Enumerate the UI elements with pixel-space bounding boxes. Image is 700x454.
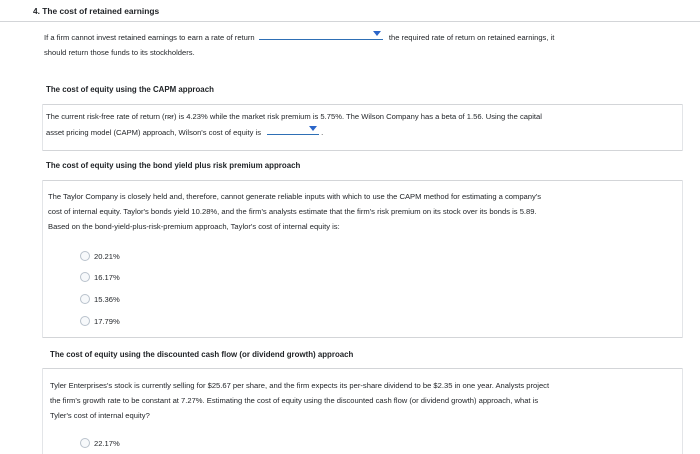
capm-heading: The cost of equity using the CAPM approach [46,85,214,94]
radio-button[interactable] [80,294,90,304]
dcf-divider [42,368,682,369]
bond-line3: Based on the bond-yield-plus-risk-premium approach, Taylor's cost of internal equity is: [48,222,340,231]
chevron-down-icon [309,126,317,131]
bond-option-2[interactable] [80,272,120,282]
radio-button[interactable] [80,316,90,326]
wilson-cost-of-equity-dropdown[interactable] [267,124,319,135]
intro-before: If a firm cannot invest retained earnings to earn a rate of return [44,33,255,42]
radio-button[interactable] [80,272,90,282]
bond-divider [42,180,682,181]
option-label: 15.36% [94,294,120,304]
dcf-heading: The cost of equity using the discounted cash flow (or dividend growth) approach [50,350,354,359]
option-label: 17.79% [94,316,120,326]
option-label: 16.17% [94,272,120,282]
dcf-line1: Tyler Enterprises's stock is currently selling for $25.67 per share, and the firm expects its per-share dividend to be $2.35 in one year. Analysts project [50,381,550,390]
radio-button[interactable] [80,438,90,448]
chevron-down-icon [373,31,381,36]
dcf-left-border [42,368,43,454]
capm-line2: asset pricing model (CAPM) approach, Wilson's cost of equity is [46,128,262,137]
capm-divider [42,104,682,105]
bond-option-3[interactable] [80,294,120,304]
intro-line2: should return those funds to its stockholders. [44,48,195,57]
bond-bottom-divider [42,337,682,338]
bond-text [48,189,688,234]
bond-line1: The Taylor Company is closely held and, therefore, cannot generate reliable inputs with which to use the CAPM method for estimating a company's [48,192,542,201]
bond-heading: The cost of equity using the bond yield plus risk premium approach [46,161,301,170]
dcf-right-border [682,368,683,454]
capm-text [46,109,686,140]
return-comparison-dropdown[interactable] [259,29,383,40]
dcf-line2: the firm's growth rate to be constant at 7.27%. Estimating the cost of equity using the discounted cash flow (or dividend growth) approach, what is [50,396,539,405]
capm-left-border [42,104,43,151]
intro-text [44,29,684,60]
intro-after: the required rate of return on retained earnings, it [388,33,555,42]
bond-right-border [682,180,683,338]
bond-option-4[interactable] [80,316,120,326]
dcf-option-1[interactable] [80,438,120,448]
bond-option-1[interactable] [80,251,120,261]
bond-line2: cost of internal equity. Taylor's bonds yield 10.28%, and the firm's analysts estimate that the firm's risk premium on its stock over its bonds is 5.89. [48,207,537,216]
option-label: 22.17% [94,438,120,448]
question-title: 4. The cost of retained earnings [33,6,160,16]
dcf-text [50,378,690,423]
title-divider [0,21,700,22]
option-label: 20.21% [94,251,120,261]
bond-left-border [42,180,43,338]
dcf-line3: Tyler's cost of internal equity? [50,411,150,420]
capm-line2-end: . [321,128,324,137]
capm-right-border [682,104,683,151]
capm-line1: The current risk-free rate of return (rʀғ) is 4.23% while the market risk premium is 5.75%. The Wilson Company has a beta of 1.56. Using the capital [46,112,542,121]
capm-bottom-divider [42,150,682,151]
radio-button[interactable] [80,251,90,261]
